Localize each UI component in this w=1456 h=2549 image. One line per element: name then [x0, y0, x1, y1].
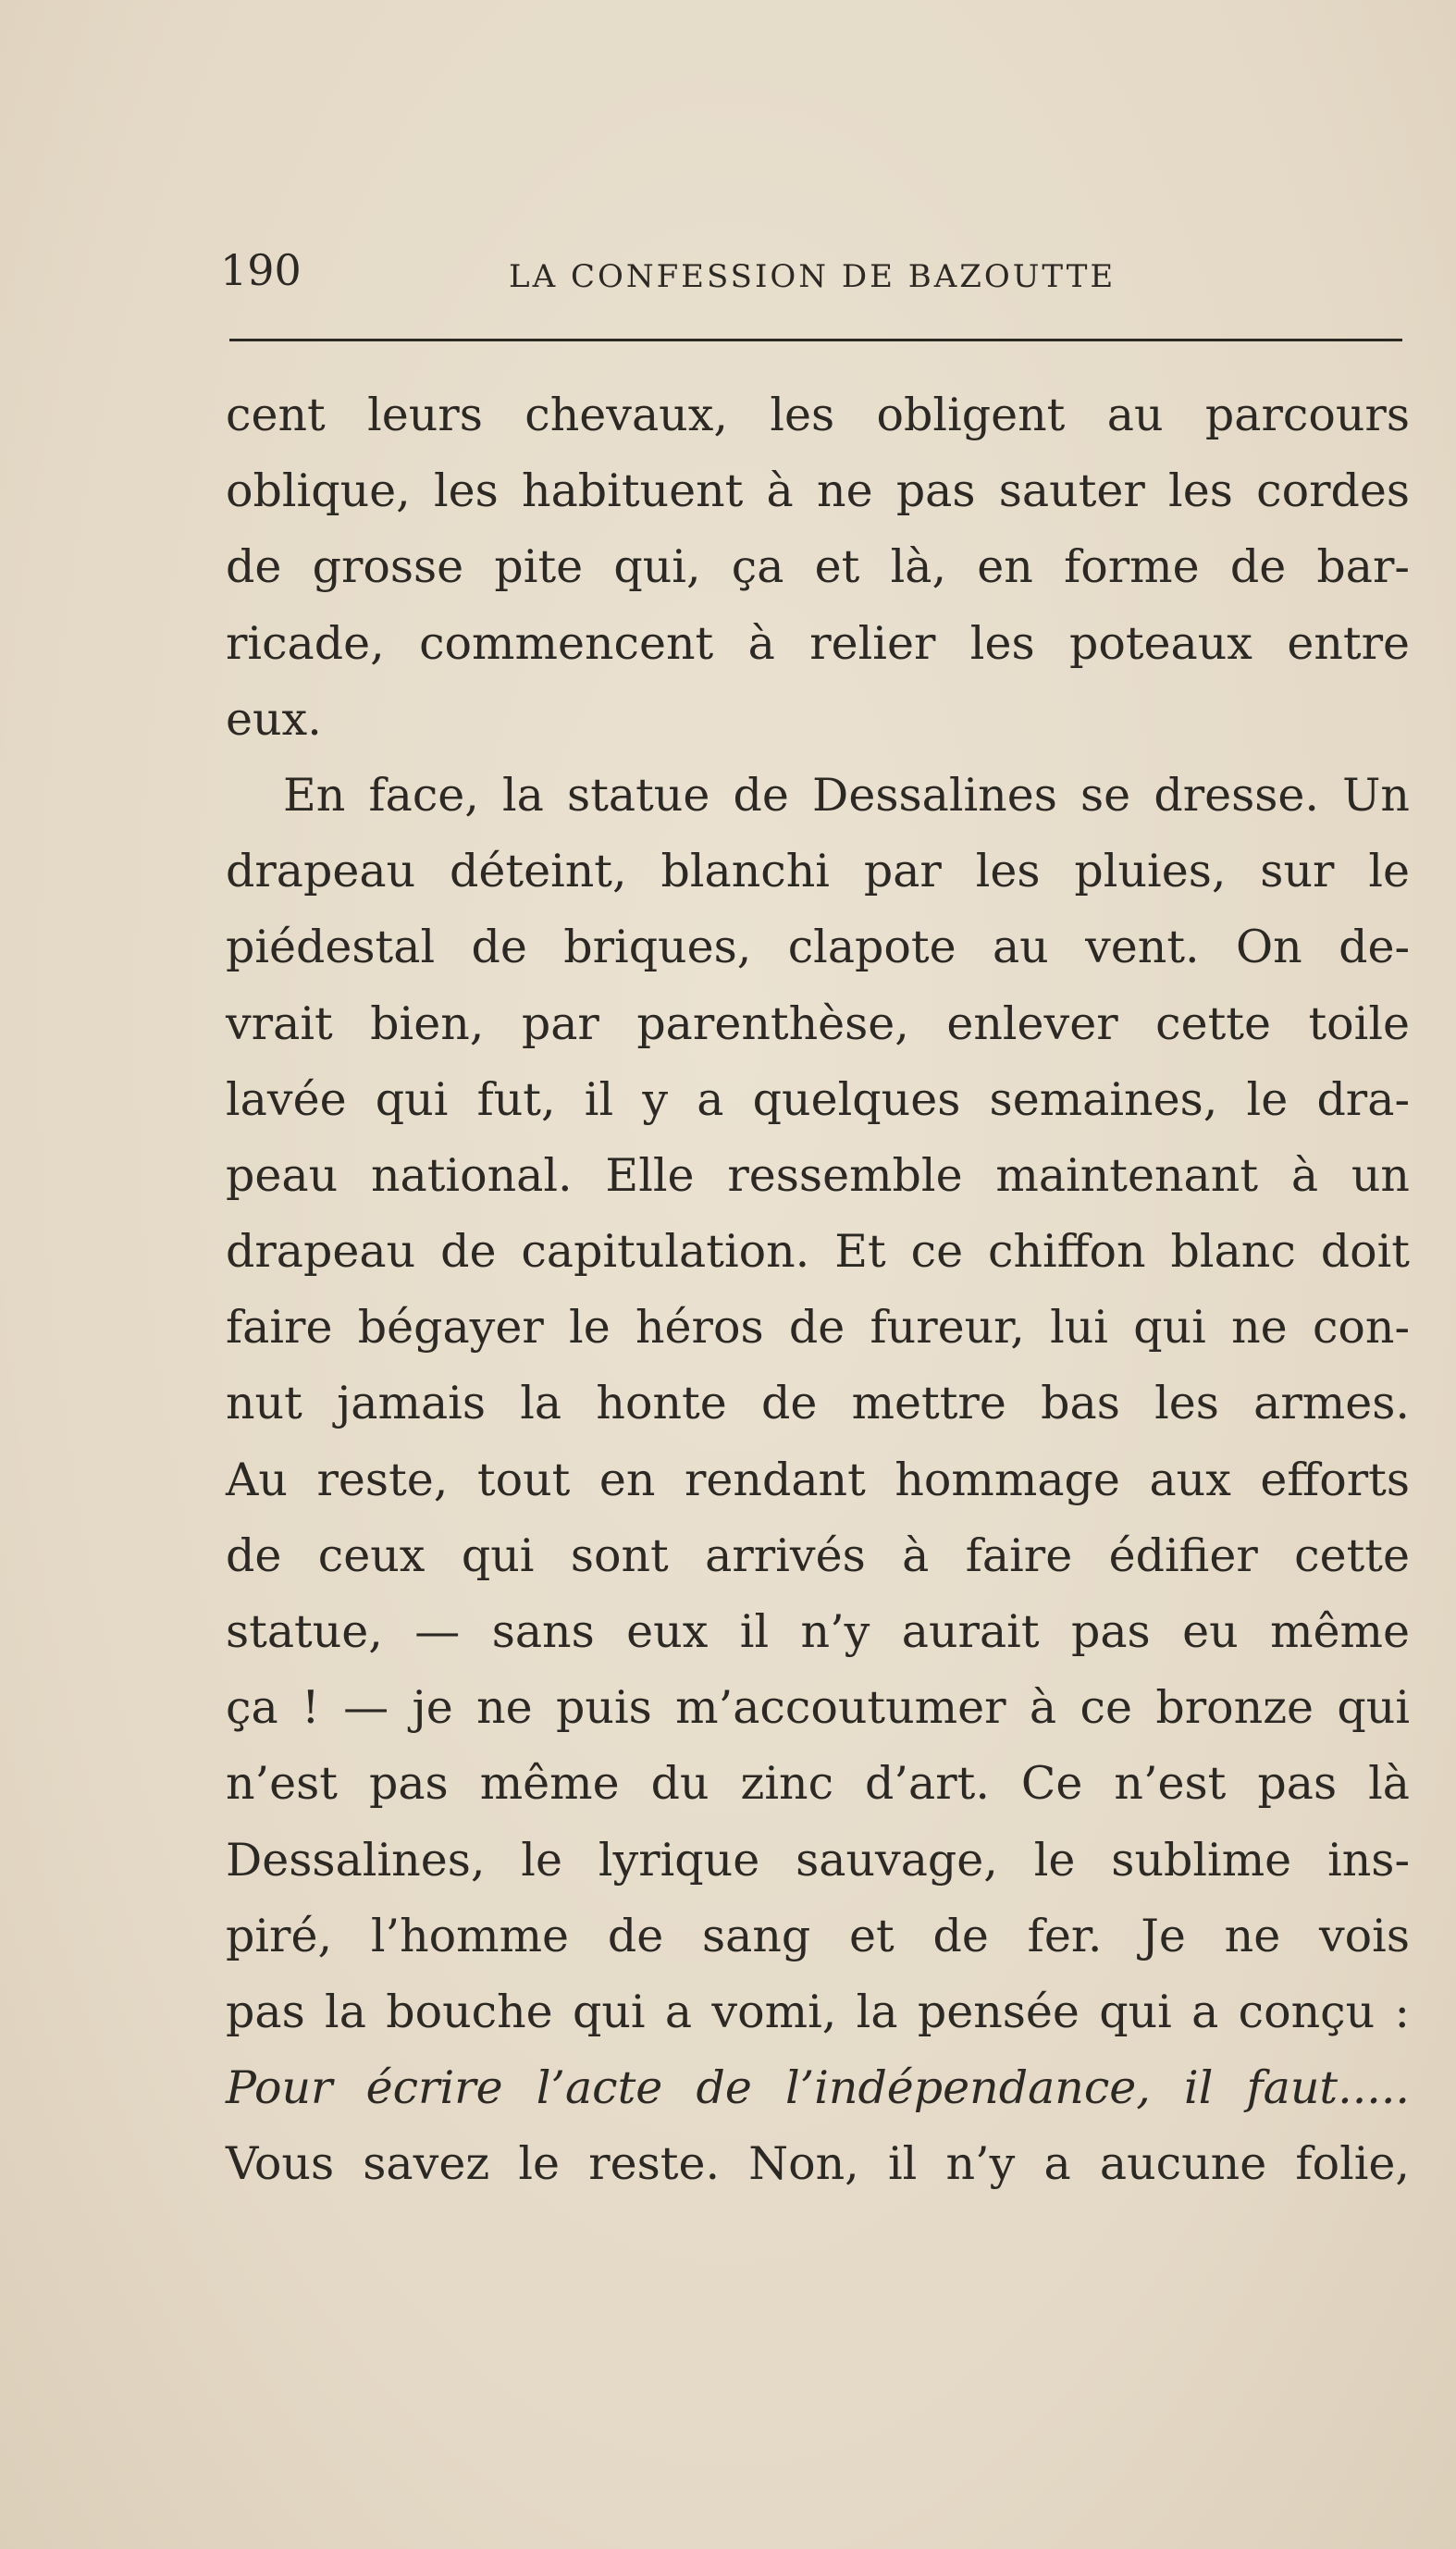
- text-line: oblique, les habituent à ne pas sauter les cordes: [226, 464, 1410, 518]
- text-line: faire bégayer le héros de fureur, lui qui ne con-: [226, 1301, 1410, 1355]
- page-header: [220, 242, 1404, 307]
- text-line: de ceux qui sont arrivés à faire édifier cette: [226, 1528, 1410, 1582]
- header-rule: [229, 339, 1402, 341]
- text-line: ça ! — je ne puis m’accoutumer à ce bronze qui: [226, 1681, 1410, 1735]
- text-line: statue, — sans eux il n’y aurait pas eu même: [226, 1605, 1410, 1658]
- text-line: drapeau déteint, blanchi par les pluies, sur le: [226, 845, 1410, 898]
- text-line-italic: Pour écrire l’acte de l’indépendance, il faut.....: [226, 2061, 1410, 2115]
- text-line: drapeau de capitulation. Et ce chiffon blanc doit: [226, 1225, 1410, 1279]
- text-line: n’est pas même du zinc d’art. Ce n’est pas là: [226, 1757, 1410, 1811]
- text-line: ricade, commencent à relier les poteaux entre: [226, 616, 1410, 670]
- body-text: [226, 377, 1410, 2203]
- text-line: Dessalines, le lyrique sauvage, le sublime ins-: [226, 1833, 1410, 1887]
- text-line: nut jamais la honte de mettre bas les armes.: [226, 1377, 1410, 1430]
- text-line: Vous savez le reste. Non, il n’y a aucune folie,: [226, 2137, 1410, 2191]
- page-number: 190: [220, 245, 302, 295]
- text-line: eux.: [226, 692, 322, 746]
- text-line: piédestal de briques, clapote au vent. On de-: [226, 921, 1410, 974]
- text-line: lavée qui fut, il y a quelques semaines, le dra-: [226, 1072, 1410, 1126]
- text-line: piré, l’homme de sang et de fer. Je ne vois: [226, 1909, 1410, 1962]
- text-line: Au reste, tout en rendant hommage aux efforts: [226, 1453, 1410, 1506]
- text-line: En face, la statue de Dessalines se dresse. Un: [283, 768, 1410, 822]
- text-line: de grosse pite qui, ça et là, en forme de bar-: [226, 540, 1410, 594]
- text-line: pas la bouche qui a vomi, la pensée qui a conçu :: [226, 1985, 1410, 2038]
- running-head: LA CONFESSION DE BAZOUTTE: [509, 258, 1117, 295]
- text-line: vrait bien, par parenthèse, enlever cette toile: [226, 996, 1410, 1050]
- text-line: peau national. Elle ressemble maintenant à un: [226, 1148, 1410, 1202]
- text-line: cent leurs chevaux, les obligent au parcours: [226, 389, 1410, 441]
